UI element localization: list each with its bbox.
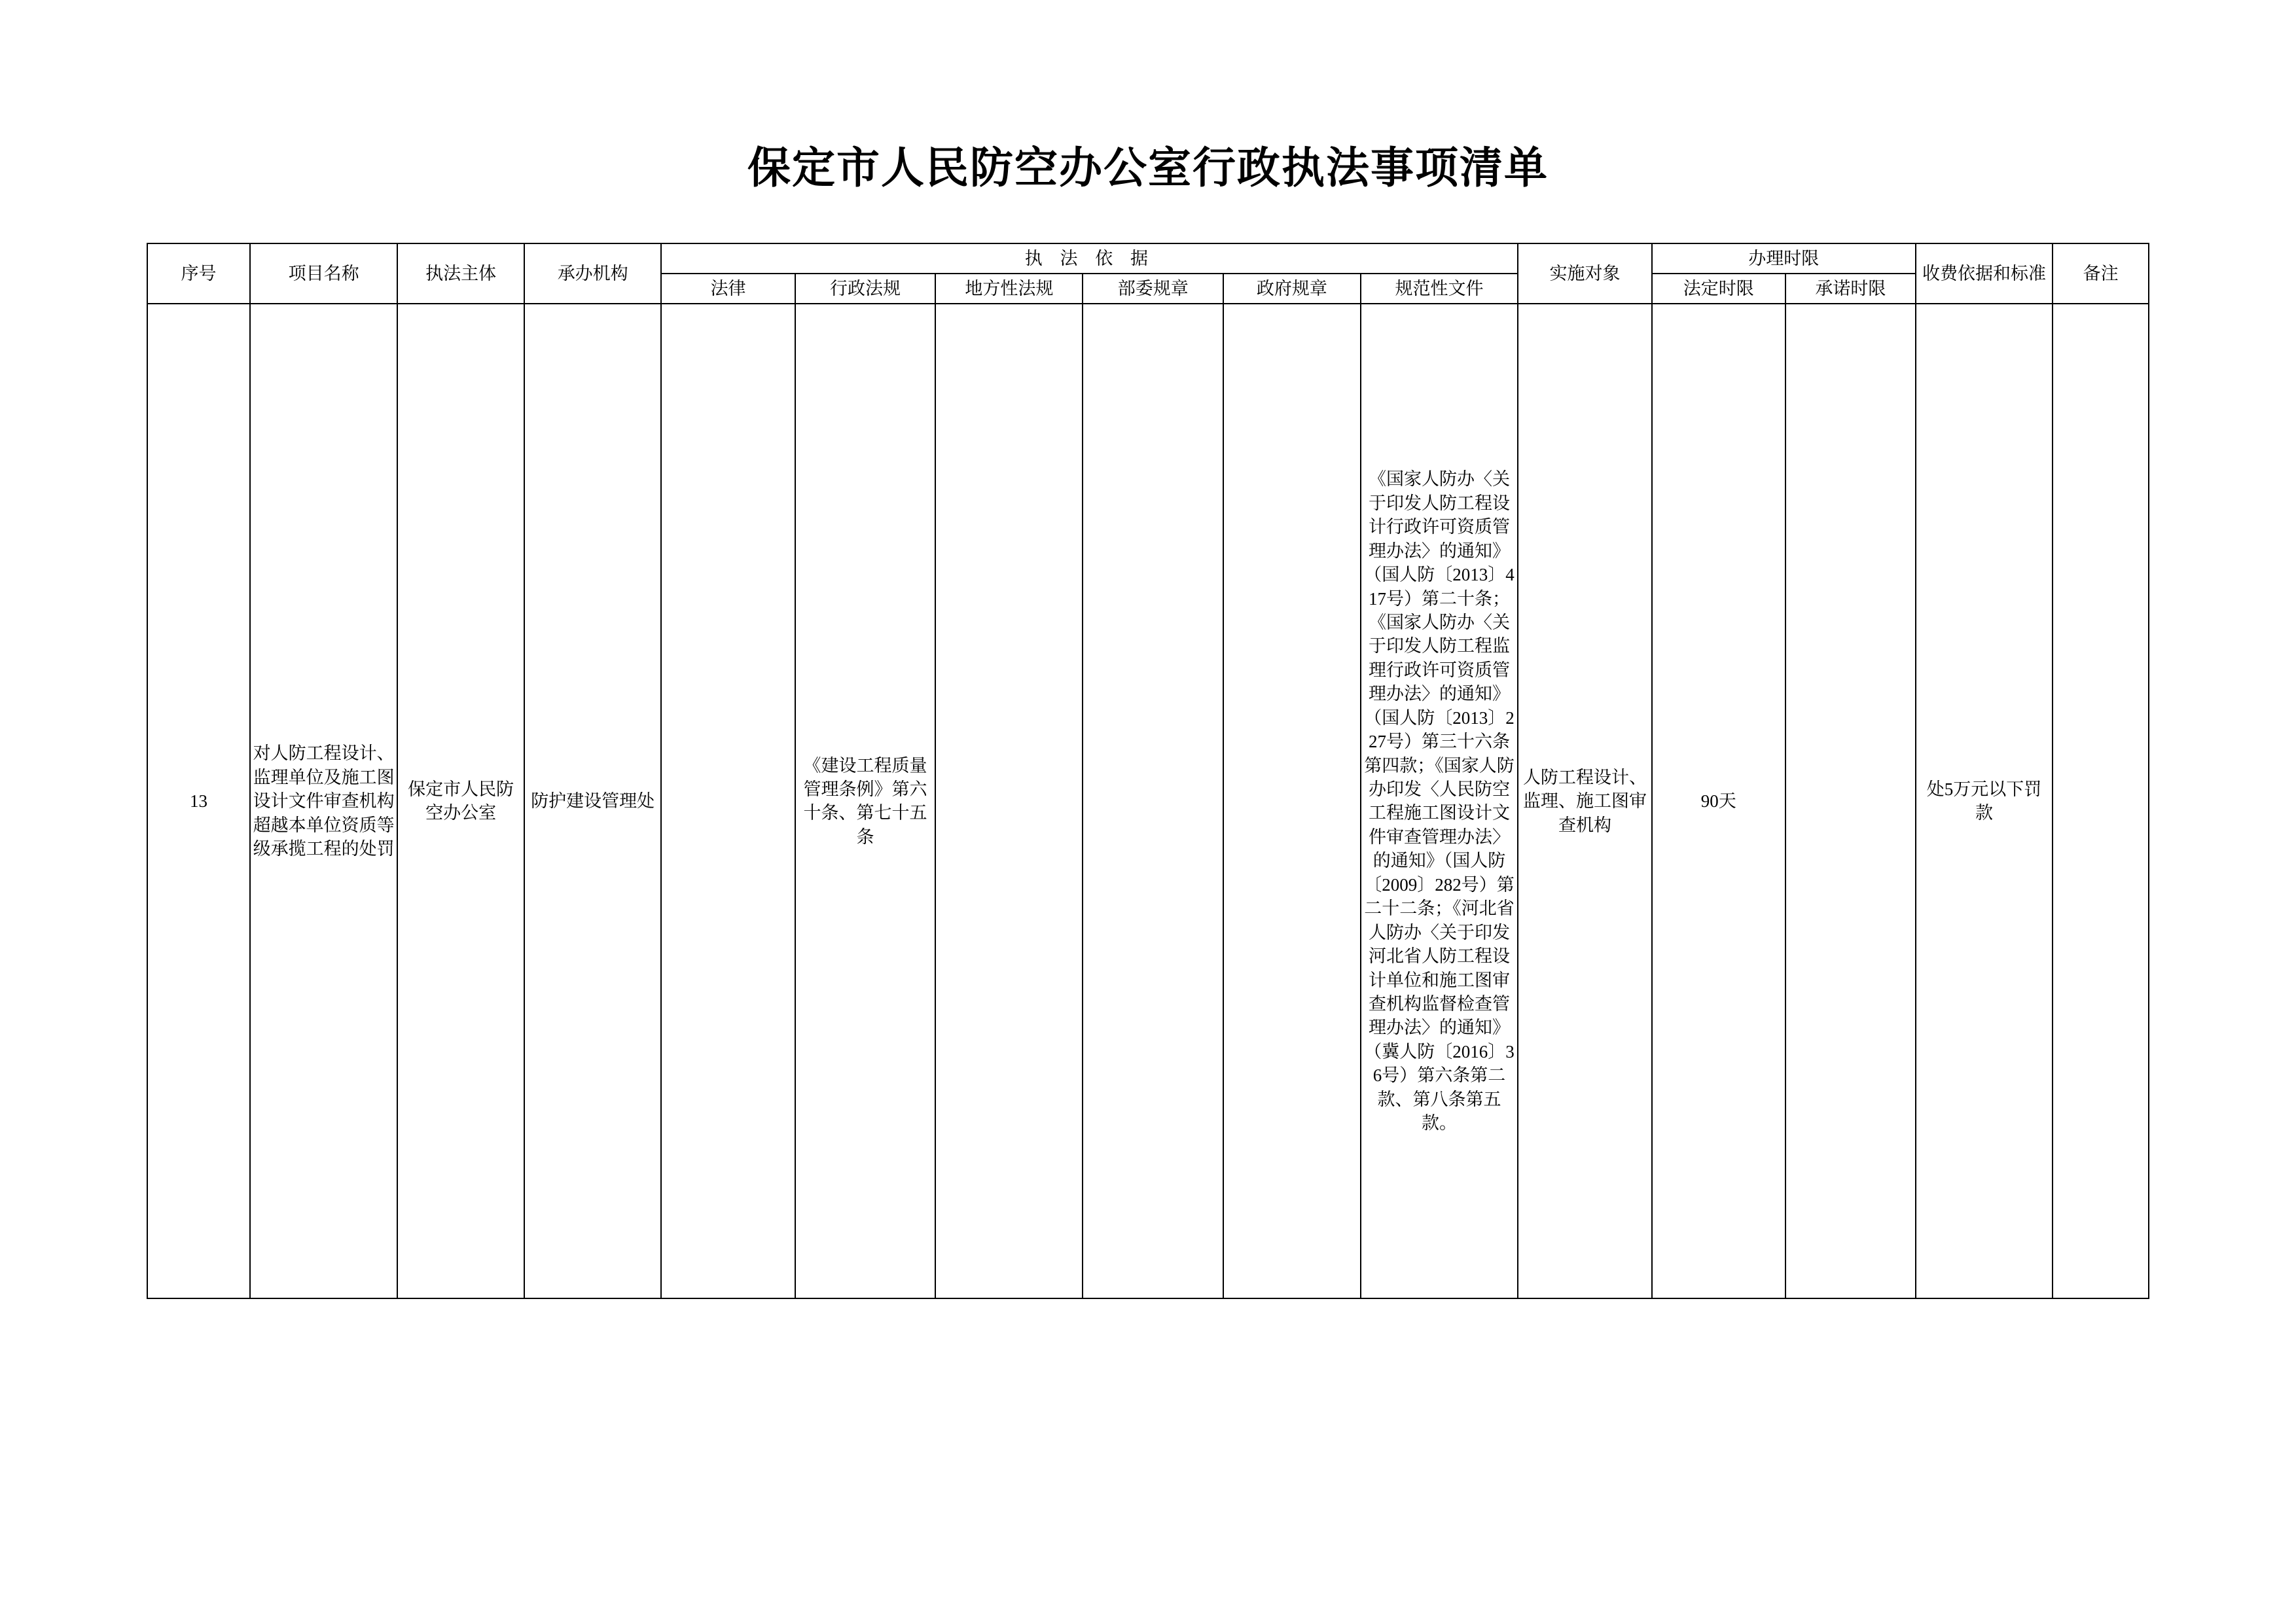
cell-fee-basis: 处5万元以下罚款	[1916, 304, 2053, 1298]
cell-enforcement-subject: 保定市人民防空办公室	[397, 304, 524, 1298]
cell-legal-limit: 90天	[1652, 304, 1785, 1298]
cell-target: 人防工程设计、监理、施工图审查机构	[1518, 304, 1651, 1298]
header-normative-doc: 规范性文件	[1361, 274, 1518, 304]
header-seq: 序号	[147, 243, 250, 304]
header-project-name: 项目名称	[250, 243, 397, 304]
table-header-row-1	[147, 243, 2149, 274]
table-row	[147, 304, 2149, 1298]
header-law: 法律	[661, 274, 795, 304]
header-admin-regulation: 行政法规	[795, 274, 936, 304]
cell-undertaking-org: 防护建设管理处	[524, 304, 661, 1298]
cell-local-regulation	[935, 304, 1083, 1298]
header-gov-rule: 政府规章	[1223, 274, 1360, 304]
cell-law	[661, 304, 795, 1298]
cell-normative-doc: 《国家人防办〈关于印发人防工程设计行政许可资质管理办法〉的通知》（国人防〔2013〕417号）第二十条；《国家人防办〈关于印发人防工程监理行政许可资质管理办法〉的通知》（国人防〔2013〕227号）第三十六条第四款；《国家人防办印发〈人民防空工程施工图设计文件审查管理办法〉的通知》（国人防〔2009〕282号）第二十二条；《河北省人防办〈关于印发河北省人防工程设计单位和施工图审查机构监督检查管理办法〉的通知》（冀人防〔2016〕36号）第六条第二款、第八条第五款。	[1361, 304, 1518, 1298]
header-ministry-rule: 部委规章	[1083, 274, 1223, 304]
cell-gov-rule	[1223, 304, 1360, 1298]
cell-seq: 13	[147, 304, 250, 1298]
header-remark: 备注	[2053, 243, 2149, 304]
enforcement-list-table	[147, 243, 2149, 1300]
header-undertaking-org: 承办机构	[524, 243, 661, 304]
header-fee-basis: 收费依据和标准	[1916, 243, 2053, 304]
cell-remark	[2053, 304, 2149, 1298]
enforcement-list-table-wrap	[147, 243, 2149, 1300]
cell-admin-regulation: 《建设工程质量管理条例》第六十条、第七十五条	[795, 304, 936, 1298]
header-local-regulation: 地方性法规	[935, 274, 1083, 304]
cell-ministry-rule	[1083, 304, 1223, 1298]
header-target: 实施对象	[1518, 243, 1651, 304]
header-time-group: 办理时限	[1652, 243, 1916, 274]
header-legal-limit: 法定时限	[1652, 274, 1785, 304]
page-title: 保定市人民防空办公室行政执法事项清单	[747, 143, 1549, 192]
header-basis-group: 执 法 依 据	[661, 243, 1518, 274]
cell-promise-limit	[1785, 304, 1916, 1298]
header-enforcement-subject: 执法主体	[397, 243, 524, 304]
cell-project-name: 对人防工程设计、监理单位及施工图设计文件审查机构超越本单位资质等级承揽工程的处罚	[250, 304, 397, 1298]
header-promise-limit: 承诺时限	[1785, 274, 1916, 304]
